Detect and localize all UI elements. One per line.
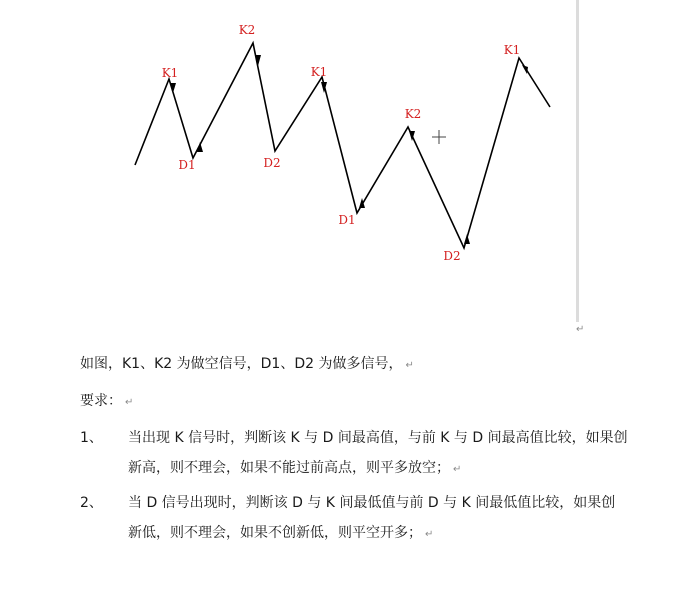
list-item-line: 当出现 K 信号时，判断该 K 与 D 间最高值，与前 K 与 D 间最高值比较，如果创 xyxy=(128,430,628,446)
list-item xyxy=(128,488,668,550)
list-item-line-end xyxy=(128,518,668,550)
paragraph-mark: ↵ xyxy=(576,324,585,335)
arrow-down-k1c xyxy=(522,65,528,74)
list-item-line: 新高，则不理会，如果不能过前高点，则平多放空； xyxy=(128,460,450,476)
label-k2: K2 xyxy=(238,23,256,37)
paragraph-mark: ↵ xyxy=(425,529,434,540)
paragraph-mark: ↵ xyxy=(125,397,134,408)
list-item xyxy=(128,423,668,485)
list-item-line: 当 D 信号出现时，判断该 D 与 K 间最低值与前 D 与 K 间最低值比较，如果创 xyxy=(128,495,616,511)
label-k2: K2 xyxy=(404,107,422,121)
label-d2: D2 xyxy=(263,156,281,170)
figure-right-border xyxy=(576,0,579,322)
requirement-title: 要求： xyxy=(80,393,122,409)
list-item-line-end xyxy=(128,453,668,485)
label-k1: K1 xyxy=(161,66,179,80)
label-d1: D1 xyxy=(178,158,196,172)
list-number: 1、 xyxy=(80,430,103,446)
list-number: 2、 xyxy=(80,495,103,511)
paragraph-mark: ↵ xyxy=(405,360,414,371)
arrow-up-d2 xyxy=(464,234,470,244)
label-d2: D2 xyxy=(443,249,461,263)
label-k1: K1 xyxy=(503,43,521,57)
intro-text: 如图，K1、K2 为做空信号，D1、D2 为做多信号， xyxy=(80,356,403,372)
label-k1: K1 xyxy=(310,65,328,79)
intro-paragraph xyxy=(80,354,414,376)
requirement-heading xyxy=(80,391,133,413)
list-item-line: 新低，则不理会，如果不创新低，则平空开多； xyxy=(128,525,422,541)
cursor-crosshair xyxy=(432,130,446,144)
label-d1: D1 xyxy=(338,213,356,227)
paragraph-mark: ↵ xyxy=(453,464,462,475)
